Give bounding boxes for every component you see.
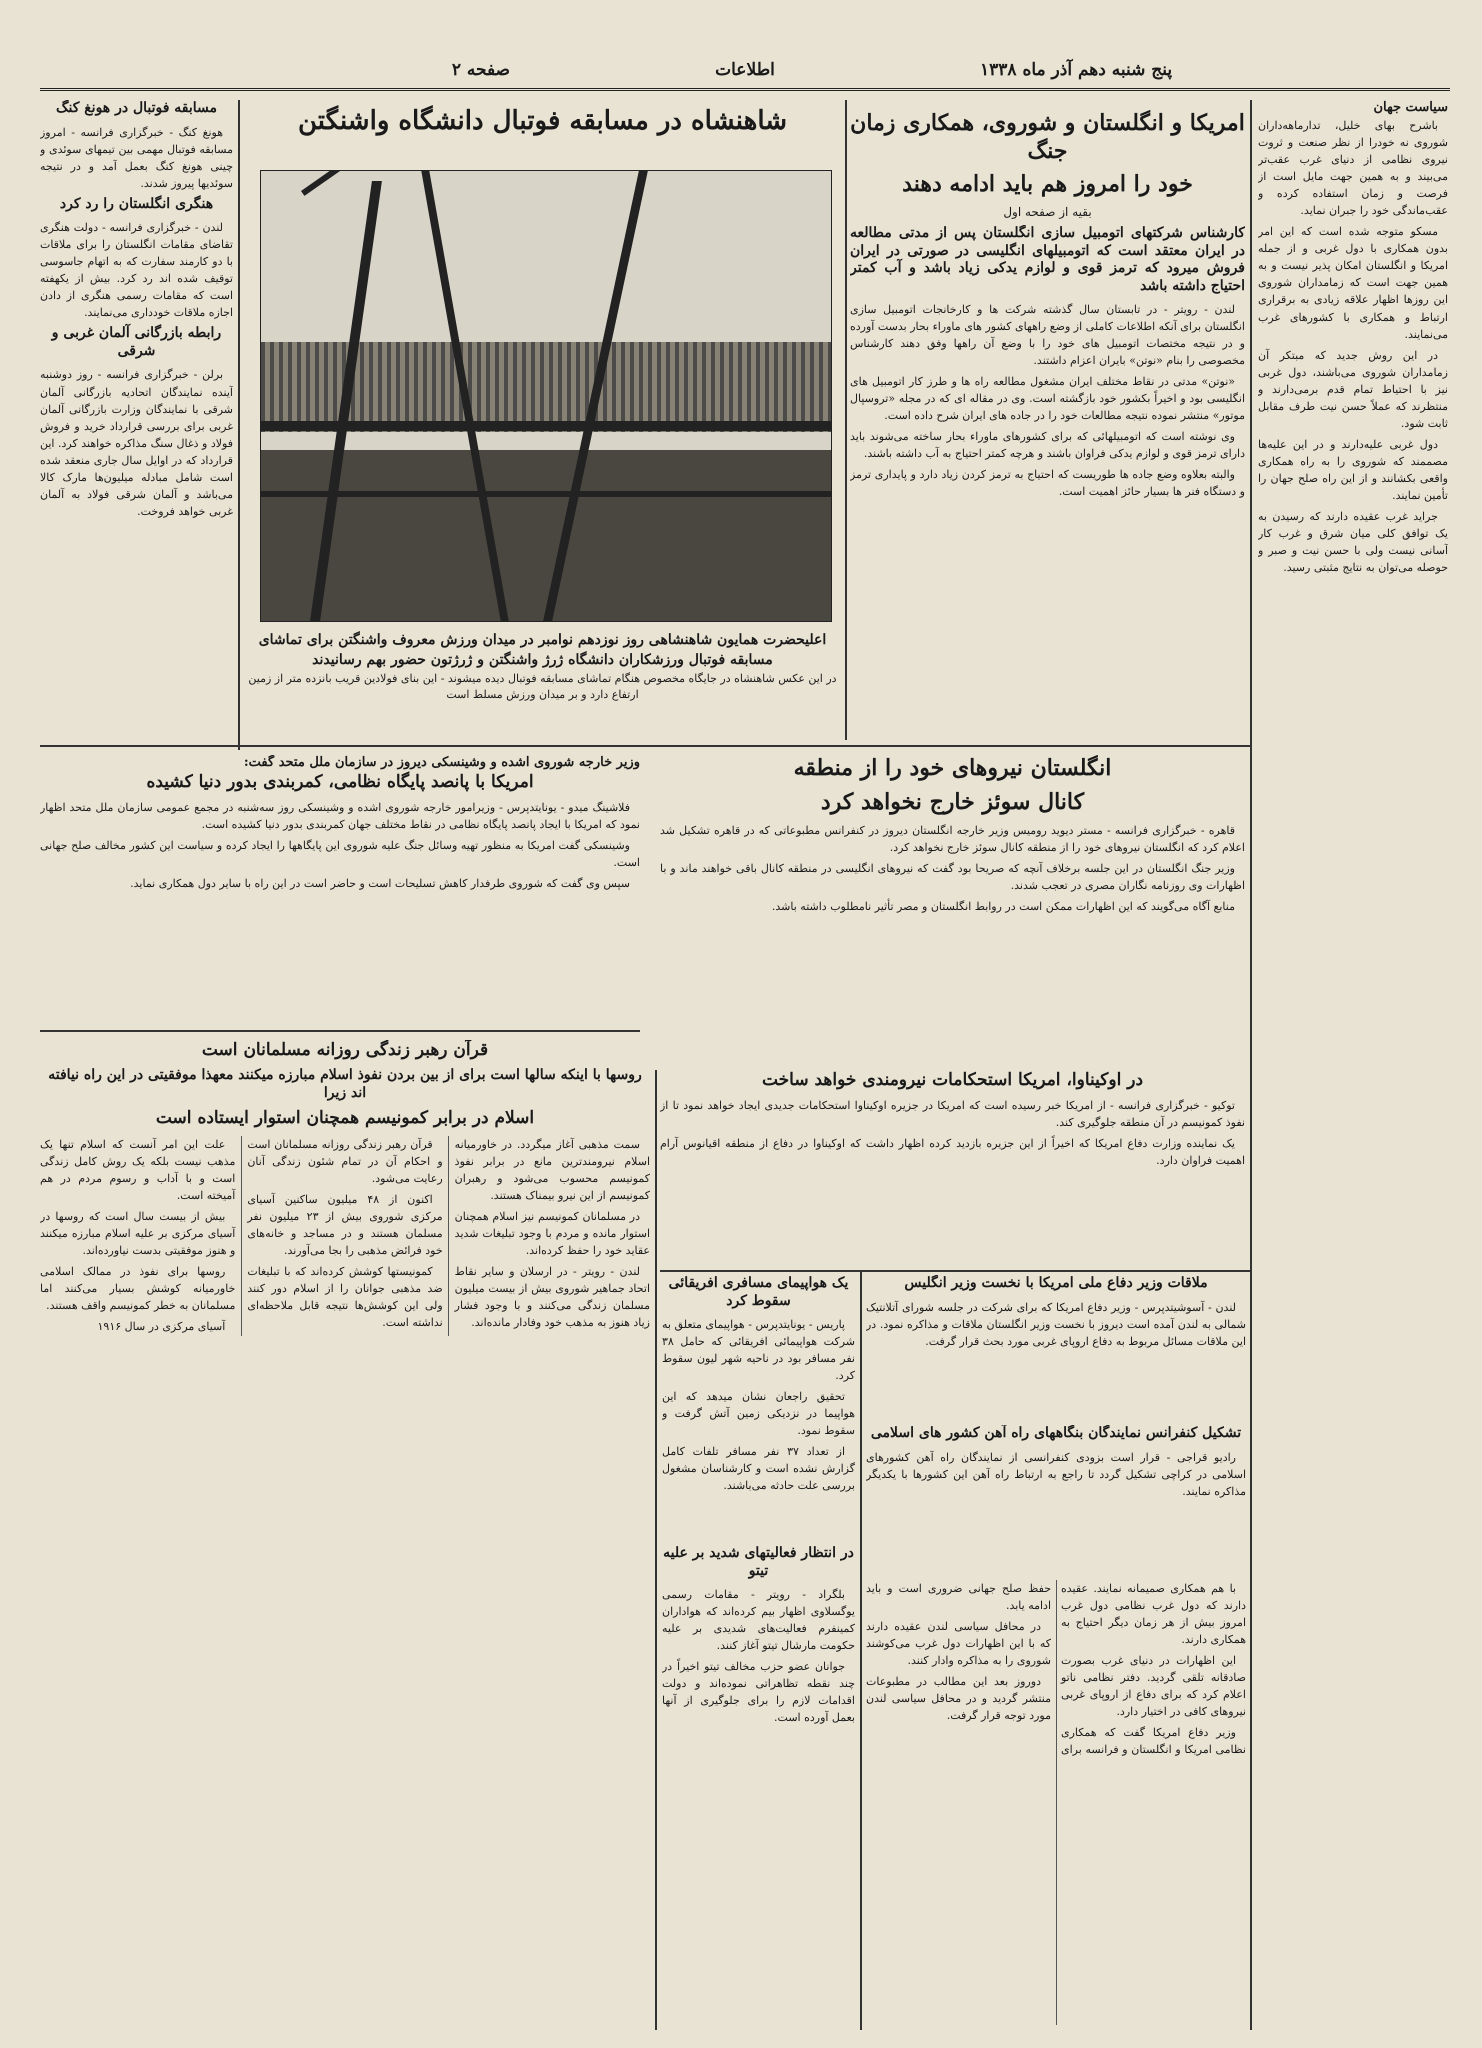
- section-rule: [660, 1270, 1250, 1272]
- paragraph: دوروز بعد این مطالب در مطبوعات منتشر گردید و در محافل سیاسی لندن مورد توجه قرار گرفت.: [866, 1675, 1051, 1723]
- tito-story: [662, 1545, 855, 2025]
- column-rule: [845, 100, 847, 740]
- quran-columns: [40, 1136, 650, 1337]
- issue-date: پنج شنبه دهم آذر ماه ۱۳۳۸: [980, 60, 1173, 80]
- paragraph: در این روش جدید که مبتکر آن زمامداران شوروی می‌باشند، دول غربی نیز با احتیاط تمام قدم برمی‌دارند و منتظرند که عملاً حسن نیت طرف مقابل ثابت شود.: [1258, 348, 1448, 430]
- column-rule: [655, 1070, 657, 2030]
- paragraph: «نوتن» مدتی در نقاط مختلف ایران مشغول مطالعه راه ها و طرز کار اتومبیل های انگلیسی بود و اخیراً بکشور خود بازگشته است. وی در مقاله ای که در مجله «تروسپال موتور» منتشر نموده نتیجه مطالعات خود را در جاده های ایران شرح داده است.: [850, 375, 1245, 423]
- left-column: [40, 100, 233, 740]
- paragraph: برلن - خبرگزاری فرانسه - روز دوشنبه آینده نمایندگان اتحادیه بازرگانی آلمان شرقی با نمایندگان وزارت بازرگانی آلمان غربی برای بررسی قرارداد خرید و فروش فولاد و ذغال سنگ مذاکره خواهند کرد. این قرارداد که در اوایل سال جاری منعقد شده است شامل مبادله میلیون‌ها مارک کالا می‌باشد و آلمان شرقی فولاد به آلمان غربی خواهد فروخت.: [40, 368, 233, 518]
- paragraph: تحقیق راجعان نشان میدهد که این هواپیما در نزدیکی زمین آتش گرفت و سقوط نمود.: [662, 1390, 855, 1438]
- paragraph: لندن - خبرگزاری فرانسه - دولت هنگری تقاضای مقامات انگلستان را برای ملاقات با دو کارمند سفارت که به اتهام جاسوسی توقیف شده اند رد کرد. بیش از یکهفته است که مقامات رسمی هنگری از دادن اجازه ملاقات خودداری می‌نمایند.: [40, 221, 233, 320]
- headline: امریکا و انگلستان و شوروی، همکاری زمان جنگ: [850, 110, 1245, 164]
- bottom-center-story: [866, 1580, 1246, 2025]
- paragraph: توکیو - خبرگزاری فرانسه - از امریکا خبر رسیده است که امریکا در جزیره اوکیناوا استحکامات جدیدی ایجاد خواهد نمود تا از نفوذ کمونیسم در آن منطقه جلوگیری کند.: [660, 1099, 1245, 1130]
- defense-meeting-story: [866, 1275, 1246, 1420]
- football-caption: [245, 630, 840, 740]
- paragraph: لندن - رویتر - در تابستان سال گذشته شرکت ها و کارخانجات اتومبیل سازی انگلستان برای آنکه اطلاعات کاملی از وضع راههای کشور های ماوراء بحار بدست آورده و در نتیجه مختصات اتومبیل های خود را با وضع آن راهها وفق دهند کارشناس مخصوصی را بنام «نوتن» بایران اعزام داشتند.: [850, 303, 1245, 368]
- paragraph: یک نماینده وزارت دفاع امریکا که اخیراً از این جزیره بازدید کرده اظهار داشت که اوکیناوا در دفاع از منطقه اقیانوس آرام اهمیت فراوان دارد.: [660, 1137, 1245, 1168]
- paragraph: با هم همکاری صمیمانه نمایند. عقیده دارند که دول غرب نظامی دول غرب امروز بیش از هر زمان دیگر احتیاج به همکاری دارند.: [1061, 1582, 1246, 1647]
- paragraph: سمت مذهبی آغاز میگردد. در خاورمیانه اسلام نیرومندترین مانع در برابر نفوذ کمونیسم محسوب می‌شود و رهبران کمونیسم از این نیرو بیمناک هستند.: [454, 1137, 650, 1202]
- paragraph: علت این امر آنست که اسلام تنها یک مذهب نیست بلکه یک روش کامل زندگی است و با آداب و رسوم مردم در هم آمیخته است.: [40, 1137, 236, 1202]
- section-label: سیاست جهان: [1373, 100, 1448, 115]
- paragraph: بلگراد - رویتر - مقامات رسمی یوگسلاوی اظهار بیم کرده‌اند که هواداران کمینفرم فعالیت‌های شدیدی بر علیه حکومت مارشال تیتو آغاز کنند.: [662, 1588, 855, 1653]
- suez-story: [660, 755, 1245, 1065]
- paragraph: دول غربی علیه‌دارند و در این علیه‌ها مصممند که شوروی را به راه همکاری واقعی بکشانند و از این راه صلح جهان را تأمین نمایند.: [1258, 437, 1448, 502]
- paragraph: لندن - آسوشیتدپرس - وزیر دفاع امریکا که برای شرکت در جلسه شورای آتلانتیک شمالی به لندن آمده است دیروز با نخست وزیر انگلستان ملاقات و مذاکره نمود. در این ملاقات مسائل مربوط به دفاع اروپای غربی مورد بحث قرار گرفت.: [866, 1300, 1246, 1348]
- railway-conference-story: [866, 1425, 1246, 1575]
- football-headline: [245, 105, 840, 165]
- paragraph: از تعداد ۳۷ نفر مسافر تلفات کامل گزارش نشده است و کارشناسان مشغول بررسی علت حادثه می‌باشند.: [662, 1445, 855, 1493]
- paragraph: مسکو متوجه شده است که این امر بدون همکاری با دول غربی و از جمله امریکا و انگلستان امکان پذیر نیست و به همین جهت است که زمامداران شوروی این روزها اظهار علاقه زیادی به برقراری ارتباط و همکاری با کشورهای غرب می‌نمایند.: [1258, 225, 1448, 341]
- headline: شاهنشاه در مسابقه فوتبال دانشگاه واشنگتن: [297, 106, 788, 136]
- paragraph: باشرح بهای خلیل، تدارماهه‌داران شوروی نه خودرا از نظر صنعت و ثروت نیروی نظامی از دنیای غرب عقب‌تر می‌بیند و به همین جهت مایل است از فرصت و زمان استفاده کرده و عقب‌ماندگی خود را جبران نماید.: [1258, 119, 1448, 218]
- kicker: وزیر خارجه شوروی اشده و وشینسکی دیروز در سازمان ملل متحد گفت:: [243, 755, 640, 770]
- okinawa-story: [660, 1070, 1245, 1265]
- paragraph: جراید غرب عقیده دارند که رسیدن به یک توافق کلی میان شرق و غرب کار آسانی نیست ولی با حسن نیت و صبر و حوصله می‌توان به نتایج مثبتی رسید.: [1258, 510, 1448, 575]
- headline: اسلام در برابر کمونیسم همچنان استوار ایستاده است: [155, 1108, 535, 1129]
- paragraph: رادیو قراجی - قرار است بزودی کنفرانسی از نمایندگان راه آهن کشورهای اسلامی در کراچی تشکیل گردد تا راجع به ارتباط راه آهن این کشورها با یکدیگر مذاکره نمایند.: [866, 1450, 1246, 1498]
- paragraph: والبته بعلاوه وضع جاده ها طوریست که احتیاج به ترمز کردن زیاد دارد و پایداری ترمز و دستگاه فنر ها بسیار حائز اهمیت است.: [850, 468, 1245, 499]
- paragraph: جوانان عضو حزب مخالف تیتو اخیراً در چند نقطه تظاهراتی نموده‌اند و دولت اقدامات لازم را برای جلوگیری از آنها بعمل آورده است.: [662, 1660, 855, 1725]
- headline: امریکا با پانصد پایگاه نظامی، کمربندی بدور دنیا کشیده: [146, 772, 534, 792]
- headline: ملاقات وزیر دفاع ملی امریکا با نخست وزیر انگلیس: [904, 1275, 1208, 1291]
- page-number: صفحه ۲: [451, 60, 510, 80]
- headline: در انتظار فعالیتهای شدید بر علیه تیتو: [663, 1545, 854, 1579]
- paragraph: در محافل سیاسی لندن عقیده دارند که با این اظهارات دول غرب می‌کوشند شوروی را به مذاکره وادار کنند.: [866, 1620, 1051, 1668]
- football-photo: [260, 170, 832, 622]
- plane-crash-story: [662, 1275, 855, 1535]
- paragraph: فلاشینگ میدو - یونایتدپرس - وزیرامور خارجه شوروی اشده و وشینسکی روز سه‌شنبه در مجمع عمومی سازمان ملل متحد اظهار نمود که امریکا با ایجاد پانصد پایگاه نظامی در نقاط مختلف جهان کمربندی بدور دنیا کشیده است.: [40, 801, 640, 832]
- paragraph: بیش از بیست سال است که روسها در آسیای مرکزی بر علیه اسلام مبارزه میکنند و هنوز موفقیتی بدست نیاورده‌اند.: [40, 1209, 236, 1257]
- headline: کارشناس شرکتهای اتومبیل سازی انگلستان پس از مدتی مطالعه در ایران معتقد است که اتومبیلهای انگلیسی در صورتی در ایران فروش میرود که ترمز قوی و لوازم یدکی زیاد باشد و آب کمتر احتیاج داشته باشد: [850, 225, 1245, 294]
- publication-name: اطلاعات: [715, 60, 775, 80]
- paragraph: منابع آگاه می‌گویند که این اظهارات ممکن است در روابط انگلستان و مصر تأثیر نامطلوب داشته باشد.: [771, 900, 1235, 914]
- paragraph: در مسلمانان کمونیسم نیز اسلام همچنان استوار مانده و مردم با وجود تبلیغات شدید عقاید خود را حفظ کرده‌اند.: [454, 1209, 650, 1257]
- paragraph: وزیر دفاع امریکا گفت که همکاری نظامی امریکا و انگلستان و فرانسه برای حفظ صلح جهانی ضروری است و باید ادامه یابد.: [866, 1582, 1246, 1757]
- masthead: [40, 52, 1450, 91]
- paragraph: وشینسکی گفت امریکا به منظور تهیه وسائل جنگ علیه شوروی این پایگاهها را ایجاد کرده و سیاست این کشور مخالف صلح جهانی است.: [40, 839, 640, 870]
- column-rule: [860, 1270, 862, 2030]
- paragraph: قاهره - خبرگزاری فرانسه - مستر دیوید رومیس وزیر خارجه انگلستان دیروز در کنفرانس مطبوعاتی که در قاهره تشکیل شد اعلام کرد که انگلستان نیروهای خود را از منطقه کانال سوئز خارج نخواهد کرد.: [660, 824, 1245, 855]
- paragraph: هونغ کنگ - خبرگزاری فرانسه - امروز مسابقه فوتبال مهمی بین تیمهای سوئدی و چینی هونغ کنگ بعمل آمد و در نتیجه سوئدیها پیروز شدند.: [40, 125, 233, 190]
- paragraph: لندن - رویتر - در ارسلان و سایر نقاط اتحاد جماهیر شوروی بیش از بیست میلیون مسلمان زندگی می‌کنند و با وجود فشار زیاد هنوز به مذهب خود وفادار مانده‌اند.: [454, 1264, 650, 1329]
- quran-story: [40, 1040, 650, 2025]
- headline: خود را امروز هم باید ادامه دهند: [902, 171, 1193, 197]
- paragraph: آسیای مرکزی در سال ۱۹۱۶: [97, 1319, 226, 1333]
- vyshinsky-story: [40, 755, 640, 1025]
- headline: تشکیل کنفرانس نمایندگان بنگاههای راه آهن کشور های اسلامی: [870, 1425, 1242, 1441]
- headline: رابطه بازرگانی آلمان غربی و شرقی: [51, 325, 222, 359]
- paragraph: اکنون از ۴۸ میلیون ساکنین آسیای مرکزی شوروی بیش از ۲۳ میلیون نفر مسلمان هستند و در مساجد و خانه‌های خود فرائض مذهبی را بجا می‌آورند.: [247, 1192, 443, 1257]
- paragraph: وزیر جنگ انگلستان در این جلسه برخلاف آنچه که صریحا بود گفت که نیروهای انگلیسی در منطقه کانال باقی خواهند ماند و با اظهارات وی روزنامه نگاران مصری در تعجب شدند.: [660, 862, 1245, 893]
- paragraph: این اظهارات در دنیای غرب بصورت صادقانه تلقی گردید. دفتر نظامی ناتو اعلام کرد که برای دفاع از اروپای غربی نیروهای کافی در اختیار دارد.: [1061, 1654, 1246, 1719]
- right-column: [1258, 100, 1448, 2025]
- car-story: [850, 225, 1245, 735]
- headline: انگلستان نیروهای خود را از منطقه: [793, 755, 1112, 781]
- headline: مسابقه فوتبال در هونغ کنگ: [55, 100, 218, 116]
- paragraph: قرآن رهبر زندگی روزانه مسلمانان است و احکام آن در تمام شئون زندگی آنان رعایت می‌شود.: [247, 1137, 443, 1185]
- lead-story-headline: [850, 110, 1245, 220]
- headline: کانال سوئز خارج نخواهد کرد: [820, 788, 1085, 815]
- paragraph: کمونیستها کوشش کرده‌اند که با تبلیغات ضد مذهبی جوانان را از اسلام دور کنند ولی این کوشش‌ها نتیجه قابل ملاحظه‌ای نداشته است.: [247, 1264, 443, 1329]
- headline: قرآن رهبر زندگی روزانه مسلمانان است: [201, 1040, 489, 1060]
- photo-caption-detail: در این عکس شاهنشاه در جایگاه مخصوص هنگام تماشای مسابقه فوتبال دیده میشوند - این بنای فولادین قریب بانزده متر از زمین ارتفاع دارد و بر میدان ورزش مسلط است: [248, 671, 837, 702]
- subheadline: روسها با اینکه سالها است برای از بین بردن نفوذ اسلام مبارزه میکنند معهذا موفقیتی در این راه نیافته اند زیرا: [48, 1067, 642, 1101]
- headline: در اوکیناوا، امریکا استحکامات نیرومندی خواهد ساخت: [761, 1070, 1144, 1090]
- column-rule: [1250, 100, 1252, 2030]
- section-rule: [40, 1030, 640, 1032]
- section-rule: [40, 745, 1250, 747]
- continued-note: بقیه از صفحه اول: [1003, 204, 1092, 219]
- paragraph: پاریس - یونایتدپرس - هواپیمای متعلق به شرکت هواپیمائی افریقائی که حامل ۳۸ نفر مسافر بود در ناحیه شهر لیون سقوط کرد.: [662, 1318, 855, 1383]
- headline: یک هواپیمای مسافری افریقائی سقوط کرد: [668, 1275, 849, 1309]
- paragraph: سپس وی گفت که شوروی طرفدار کاهش تسلیحات است و حاضر است در این راه با سایر دول همکاری نماید.: [130, 877, 630, 891]
- photo-caption: اعلیحضرت همایون شاهنشاهی روز نوزدهم نوامبر در میدان ورزش معروف واشنگتن برای تماشای مسابقه فوتبال ورزشکاران دانشگاه ژرژ واشنگتن و ژرژتون حضور بهم رسانیدند: [258, 632, 827, 669]
- column-rule: [238, 100, 240, 750]
- headline: هنگری انگلستان را رد کرد: [59, 195, 214, 212]
- paragraph: روسها برای نفوذ در ممالک اسلامی خاورمیانه کوشش بسیار می‌کنند اما مسلمانان به خطر کمونیسم واقف هستند.: [40, 1264, 236, 1312]
- paragraph: وی نوشته است که اتومبیلهائی که برای کشورهای ماوراء بحار ساخته می‌شوند باید دارای ترمز قوی و لوازم یدکی فراوان باشند و هرچه کمتر احتیاج به آب داشته باشند.: [850, 430, 1245, 461]
